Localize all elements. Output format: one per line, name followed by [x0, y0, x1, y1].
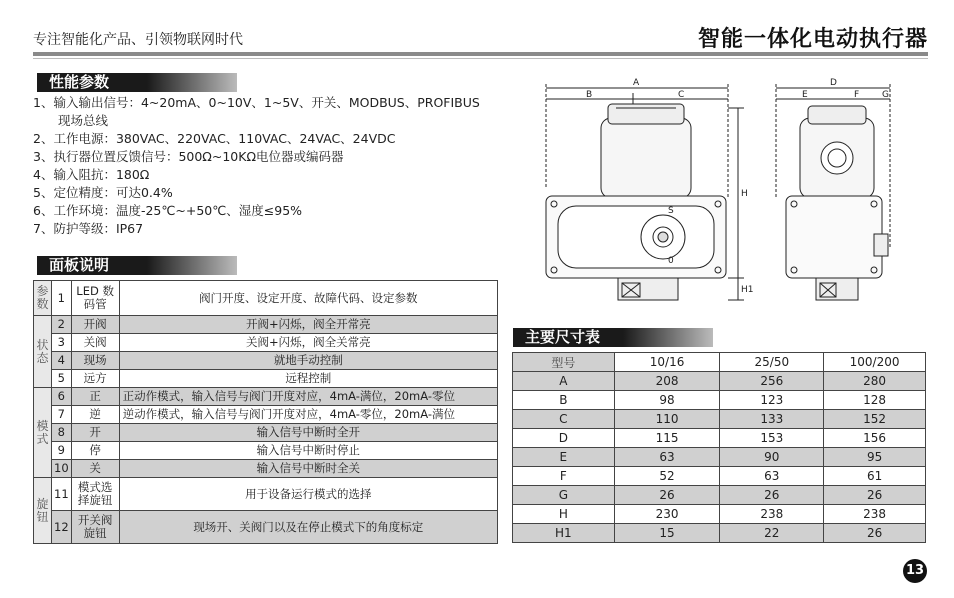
- row-no: 12: [52, 511, 72, 544]
- dimensions-heading: [513, 328, 713, 347]
- actuator-drawing: [538, 78, 908, 310]
- performance-list: [33, 94, 523, 238]
- dim-cell: 98: [614, 391, 720, 410]
- dimensions-table: [512, 352, 926, 543]
- row-no: 4: [52, 352, 72, 370]
- header-tagline: 专注智能化产品、引领物联网时代: [33, 32, 243, 48]
- dim-cell: 153: [720, 429, 824, 448]
- row-name: 开: [71, 424, 119, 442]
- dim-cell: 280: [824, 372, 926, 391]
- page-number: 13: [903, 559, 927, 583]
- row-no: 11: [52, 478, 72, 511]
- row-name: LED 数码管: [71, 281, 119, 316]
- dim-row-label: B: [513, 391, 615, 410]
- label-c: C: [678, 90, 685, 100]
- dim-row-label: A: [513, 372, 615, 391]
- row-desc: 就地手动控制: [119, 352, 497, 370]
- dim-cell: 256: [720, 372, 824, 391]
- dim-cell: 115: [614, 429, 720, 448]
- spec-item: 6、工作环境：温度-25℃~+50℃、湿度≤95%: [33, 203, 303, 218]
- spec-item: 2、工作电源：380VAC、220VAC、110VAC、24VAC、24VDC: [33, 131, 396, 146]
- dimensions-table-wrap: [512, 352, 926, 543]
- row-no: 6: [52, 388, 72, 406]
- group-status: 状态: [34, 316, 52, 388]
- header-divider-thin: [33, 58, 928, 59]
- row-no: 2: [52, 316, 72, 334]
- dim-header-col: 10/16: [614, 353, 720, 372]
- dim-row-label: E: [513, 448, 615, 467]
- label-d: D: [830, 78, 837, 88]
- label-f: F: [854, 90, 860, 100]
- spec-item: 3、执行器位置反馈信号：500Ω~10KΩ电位器或编码器: [33, 149, 344, 164]
- row-desc: 正动作模式，输入信号与阀门开度对应，4mA-满位，20mA-零位: [119, 388, 497, 406]
- row-desc: 用于设备运行模式的选择: [119, 478, 497, 511]
- row-name: 现场: [71, 352, 119, 370]
- performance-heading: [37, 73, 237, 92]
- dim-cell: 133: [720, 410, 824, 429]
- label-h1: H1: [741, 285, 754, 295]
- dim-row-label: F: [513, 467, 615, 486]
- panel-title: 面板说明: [37, 256, 237, 275]
- row-desc: 逆动作模式，输入信号与阀门开度对应，4mA-零位，20mA-满位: [119, 406, 497, 424]
- dim-cell: 156: [824, 429, 926, 448]
- dim-cell: 15: [614, 524, 720, 543]
- panel-table: [33, 280, 498, 544]
- spec-item: 4、输入阻抗：180Ω: [33, 167, 150, 182]
- dim-header-col: 100/200: [824, 353, 926, 372]
- dim-cell: 26: [720, 486, 824, 505]
- dim-cell: 152: [824, 410, 926, 429]
- dim-cell: 110: [614, 410, 720, 429]
- dim-cell: 128: [824, 391, 926, 410]
- row-name: 模式选择旋钮: [71, 478, 119, 511]
- dimensions-title: 主要尺寸表: [513, 328, 713, 347]
- group-mode: 模式: [34, 388, 52, 478]
- cable-gland: [874, 234, 888, 256]
- row-no: 1: [52, 281, 72, 316]
- header-divider: [33, 52, 928, 56]
- row-desc: 输入信号中断时停止: [119, 442, 497, 460]
- row-desc: 输入信号中断时全关: [119, 460, 497, 478]
- dim-row-label: D: [513, 429, 615, 448]
- dim-cell: 52: [614, 467, 720, 486]
- row-desc: 开阀+闪烁，阀全开常亮: [119, 316, 497, 334]
- label-zero: 0: [668, 256, 674, 266]
- dim-cell: 123: [720, 391, 824, 410]
- dim-cell: 95: [824, 448, 926, 467]
- row-no: 7: [52, 406, 72, 424]
- row-name: 远方: [71, 370, 119, 388]
- row-no: 9: [52, 442, 72, 460]
- spec-item: 现场总线: [33, 113, 109, 128]
- row-name: 停: [71, 442, 119, 460]
- row-name: 逆: [71, 406, 119, 424]
- dim-cell: 63: [720, 467, 824, 486]
- row-no: 10: [52, 460, 72, 478]
- panel-table-wrap: [33, 280, 498, 544]
- row-name: 关: [71, 460, 119, 478]
- row-desc: 关阀+闪烁，阀全关常亮: [119, 334, 497, 352]
- panel-heading: [37, 256, 237, 275]
- dim-cell: 26: [824, 524, 926, 543]
- row-no: 8: [52, 424, 72, 442]
- group-knob: 旋钮: [34, 478, 52, 544]
- spec-item: 5、定位精度：可达0.4%: [33, 185, 173, 200]
- label-h: H: [741, 189, 748, 199]
- row-name: 开关阀旋钮: [71, 511, 119, 544]
- row-no: 3: [52, 334, 72, 352]
- dim-cell: 26: [614, 486, 720, 505]
- header-title: 智能一体化电动执行器: [697, 27, 928, 52]
- row-desc: 现场开、关阀门以及在停止模式下的角度标定: [119, 511, 497, 544]
- dim-cell: 22: [720, 524, 824, 543]
- row-name: 正: [71, 388, 119, 406]
- dim-cell: 26: [824, 486, 926, 505]
- row-name: 关阀: [71, 334, 119, 352]
- label-e: E: [802, 90, 808, 100]
- dim-cell: 230: [614, 505, 720, 524]
- row-name: 开阀: [71, 316, 119, 334]
- dim-row-label: C: [513, 410, 615, 429]
- spec-item: 7、防护等级：IP67: [33, 221, 144, 236]
- dim-cell: 90: [720, 448, 824, 467]
- actuator-cover: [601, 118, 691, 198]
- row-desc: 阀门开度、设定开度、故障代码、设定参数: [119, 281, 497, 316]
- label-b: B: [586, 90, 593, 100]
- spec-item: 1、输入输出信号：4~20mA、0~10V、1~5V、开关、MODBUS、PROFIBUS: [33, 95, 480, 110]
- dim-cell: 208: [614, 372, 720, 391]
- dim-cell: 61: [824, 467, 926, 486]
- row-desc: 远程控制: [119, 370, 497, 388]
- dim-row-label: H: [513, 505, 615, 524]
- dim-cell: 63: [614, 448, 720, 467]
- dim-cell: 238: [824, 505, 926, 524]
- dim-header-model: 型号: [513, 353, 615, 372]
- label-s: S: [668, 206, 674, 216]
- row-desc: 输入信号中断时全开: [119, 424, 497, 442]
- dim-cell: 238: [720, 505, 824, 524]
- dim-header-col: 25/50: [720, 353, 824, 372]
- performance-title: 性能参数: [37, 73, 237, 92]
- row-no: 5: [52, 370, 72, 388]
- dim-row-label: H1: [513, 524, 615, 543]
- dim-row-label: G: [513, 486, 615, 505]
- group-param: 参数: [34, 281, 52, 316]
- label-a: A: [633, 78, 640, 88]
- label-g: G: [882, 90, 889, 100]
